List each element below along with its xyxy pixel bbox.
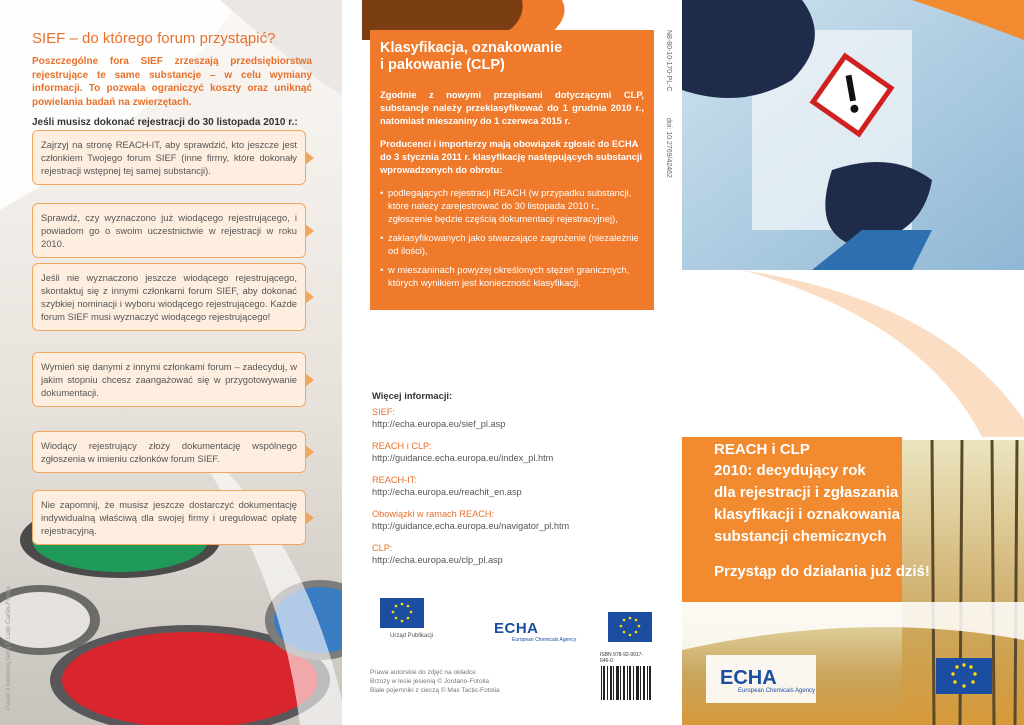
info-link-reachit: [372, 474, 522, 498]
copyright-line: Prawa autorskie do zdjęć na okładce: [370, 669, 476, 676]
info-link-clp: [372, 542, 503, 566]
catalog-number: N8-80-10-170-PL-C: [665, 30, 672, 92]
reach-title: [714, 440, 930, 582]
title-line: substancji chemicznych: [714, 528, 887, 545]
step-text: Zajrzyj na stronę REACH-IT, aby sprawdzić, kto jeszcze jest członkiem Twojego forum SIEF (inne firmy, które dokonały rejestracji wstępnej tej samej substancji).: [41, 139, 297, 176]
clp-list-item: • podlegających rejestracji REACH (w przypadku substancji, które należy zarejestrować do 30 listopada 2010 r., zgłoszenie będzie częścią dokumentacji rejestracyjnej),: [380, 186, 644, 225]
clp-paragraph: Zgodnie z nowymi przepisami dotyczącymi CLP, substancje należy przeklasyfikować do 1 grudnia 2010 r., natomiast mieszaniny do 1 czerwca 2015 r.: [380, 89, 644, 126]
link-label: REACH-IT:: [372, 475, 417, 485]
link-url[interactable]: http://echa.europa.eu/sief_pl.asp: [372, 419, 506, 429]
isbn-text: ISBN 978-92-9017-646-0: [600, 652, 644, 664]
eu-stars-icon: [380, 598, 424, 628]
sief-title: SIEF – do którego forum przystąpić?: [32, 30, 276, 47]
publications-office-logo: [380, 598, 424, 628]
step-text: Jeśli nie wyznaczono jeszcze wiodącego rejestrującego, skontaktuj się z innymi członkami forum SIEF, aby dokonać szybkiej nominacji i wyboru wiodącego rejestrującego. Każde forum SIEF musi wyznaczyć wiodącego rejestrującego!: [41, 272, 297, 322]
copyright-line: Brzozy w lesie jesienią © Jordano-Fotolia: [370, 678, 489, 685]
clp-title: [380, 40, 644, 74]
publications-office-label: Urząd Publikacji: [390, 633, 434, 639]
echa-logo: ECHA: [720, 667, 777, 689]
registration-lead: Jeśli musisz dokonać rejestracji do 30 listopada 2010 r.:: [32, 117, 298, 128]
clp-box: [370, 30, 654, 310]
step-box-6: [32, 490, 306, 545]
step-text: Nie zapomnij, że musisz jeszcze dostarczyć dokumentację indywidualną właściwą dla swojej firmy i uregulować opłatę rejestracyjną.: [41, 499, 297, 536]
info-link-sief: [372, 406, 505, 430]
panel-cover: [682, 0, 1024, 725]
step-box-4: [32, 352, 306, 407]
title-line: REACH i CLP: [714, 441, 810, 458]
photo-credit: Puszki z kolorową farbą © Ludo Cartés-Fotolia: [6, 586, 12, 710]
title-line: 2010: decydujący rok: [714, 462, 866, 479]
link-label: SIEF:: [372, 407, 395, 417]
call-to-action: Przystąp do działania już dziś!: [714, 563, 930, 580]
panel-sief: [0, 0, 342, 725]
link-label: Obowiązki w ramach REACH:: [372, 509, 495, 519]
title-line: klasyfikacji i oznakowania: [714, 506, 900, 523]
doi-number: doi: 10.2769/42462: [665, 118, 672, 178]
clp-title-line: Klasyfikacja, oznakowanie: [380, 40, 563, 56]
step-text: Sprawdź, czy wyznaczono już wiodącego rejestrującego, i powiadom go o swoim uczestnictwie w rejestracji w roku 2010.: [41, 212, 297, 249]
isbn-barcode: [600, 652, 652, 702]
step-box-2: [32, 203, 306, 258]
title-line: dla rejestracji i zgłaszania: [714, 484, 899, 501]
echa-logo: ECHA: [494, 620, 539, 637]
clp-paragraph: Producenci i importerzy mają obowiązek zgłosić do ECHA do 3 stycznia 2011 r. klasyfikację następujących substancji wprowadzonych do obrotu:: [380, 138, 643, 175]
sief-intro: Poszczególne fora SIEF zrzeszają przedsiębiorstwa rejestrujące te same substancje – w celu wymiany informacji. To pozwala ograniczyć koszty oraz uniknąć powielania badań na zwierzętach.: [32, 56, 312, 108]
step-box-3: [32, 263, 306, 331]
more-info-heading: Więcej informacji:: [372, 390, 453, 401]
link-url[interactable]: http://echa.europa.eu/clp_pl.asp: [372, 555, 503, 565]
step-box-5: [32, 431, 306, 473]
clp-title-line: i pakowanie (CLP): [380, 57, 505, 73]
step-text: Wiodący rejestrujący złoży dokumentację wspólnego zgłoszenia w imieniu członków forum SIEF.: [41, 440, 297, 464]
info-link-obligations: [372, 508, 569, 532]
copyright-notice: [370, 668, 500, 695]
clp-list-item: • w mieszaninach powyżej określonych stężeń granicznych, których wynikiem jest konieczność klasyfikacji.: [380, 263, 644, 289]
copyright-line: Białe pojemniki z cieczą © Max Tactic-Fotolia: [370, 687, 500, 694]
panel-clp: [342, 0, 682, 725]
clp-list-item: • zaklasyfikowanych jako stwarzające zagrożenie (niezależnie od ilości),: [380, 231, 644, 257]
step-box-1: [32, 130, 306, 185]
link-url[interactable]: http://echa.europa.eu/reachit_en.asp: [372, 487, 522, 497]
echa-subtitle: European Chemicals Agency: [512, 637, 577, 643]
link-url[interactable]: http://guidance.echa.europa.eu/navigator_pl.htm: [372, 521, 570, 531]
echa-subtitle: European Chemicals Agency: [738, 688, 816, 694]
link-label: CLP:: [372, 543, 393, 553]
cover-photo: [682, 0, 1024, 725]
step-text: Wymień się danymi z innymi członkami forum – zadecyduj, w jakim stopniu chcesz zaangażować się w przygotowywanie dokumentacji.: [41, 361, 297, 398]
barcode-icon: [600, 664, 652, 704]
eu-flag-icon: [608, 612, 652, 642]
info-link-reach-clp: [372, 440, 553, 464]
link-url[interactable]: http://guidance.echa.europa.eu/index_pl.htm: [372, 453, 554, 463]
link-label: REACH i CLP:: [372, 441, 432, 451]
eu-flag-icon: [936, 658, 992, 694]
